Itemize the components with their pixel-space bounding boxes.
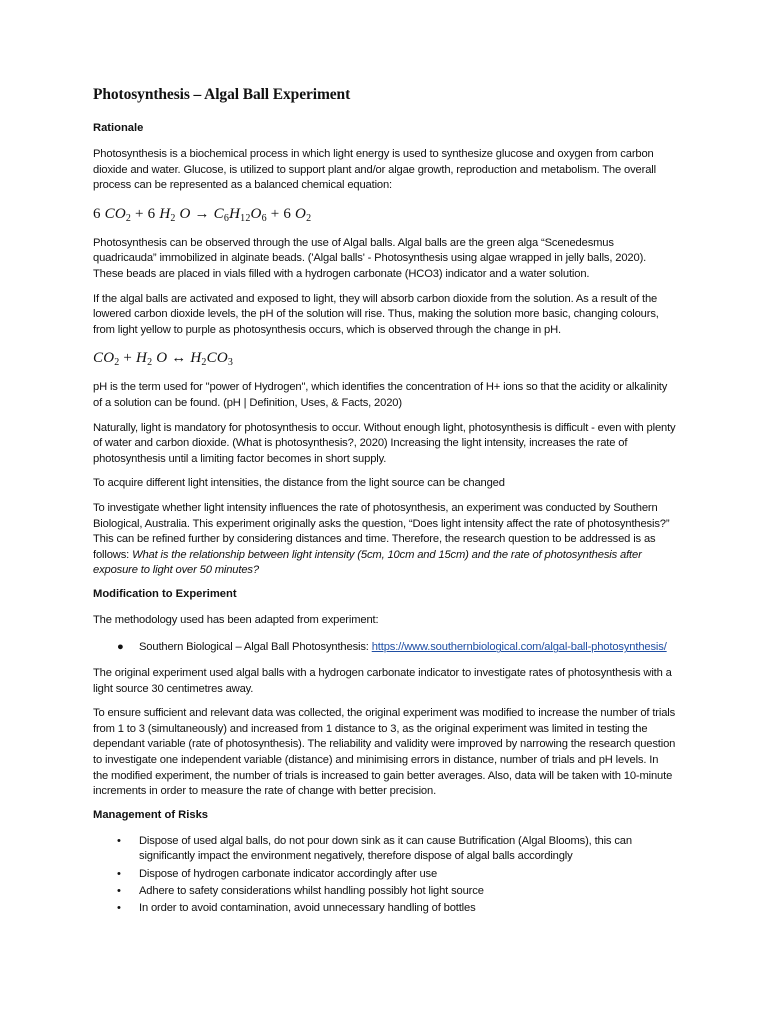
photosynthesis-equation: 6 $CO_2 + 6$ $H_2$ $O \to C_6H_{12}O_6 + 6$ $O_2$ xyxy=(93,205,312,224)
document-title: Photosynthesis – Algal Ball Experiment xyxy=(93,86,351,103)
source-list xyxy=(93,640,676,656)
carbonic-acid-equation: $CO_2 + H_2$ O ↔ $H_2CO_3$ xyxy=(93,350,234,369)
paragraph-light-intensities: To acquire different light intensities, the distance from the light source can be changed xyxy=(93,477,505,490)
research-question: What is the relationship between light intensity (5cm, 10cm and 15cm) and the rate of photosynthesis after exposure to light over 50 minutes? xyxy=(93,548,642,577)
risks-heading: Management of Risks xyxy=(93,808,209,821)
source-label: Southern Biological – Algal Ball Photosynthesis: xyxy=(139,641,372,654)
bullet-icon: ● xyxy=(117,641,124,654)
source-link[interactable]: https://www.southernbiological.com/algal-ball-photosynthesis/ xyxy=(371,641,667,654)
paragraph-algal-balls: Photosynthesis can be observed through the use of Algal balls. Algal balls are the green alga “Scenedesmus quadricauda” immobilized in alginate beads. ('Algal balls' - Photosynthesis using algae wrapped in jelly balls, 2020). These beads are placed in vials filled with a hydrogen carbonate (HCO3) indicator and a water solution. xyxy=(93,236,647,280)
rationale-heading: Rationale xyxy=(93,122,144,134)
paragraph-methodology: The methodology used has been adapted from experiment: xyxy=(93,613,379,626)
bullet-icon: • xyxy=(117,867,121,880)
list-item: • Dispose of used algal balls, do not pour down sink as it can cause Butrification (Algal Blooms), this can significantly impact the environment negatively, therefore dispose of algal balls accordingly xyxy=(117,834,632,863)
bullet-icon: • xyxy=(117,901,121,914)
modification-heading: Modification to Experiment xyxy=(93,587,237,600)
paragraph-ph-definition: pH is the term used for "power of Hydrogen", which identifies the concentration of H+ ions so that the acidity or alkalinity of a solution can be found. (pH | Definition, Uses, & Facts, 2020) xyxy=(93,381,668,409)
risks-list xyxy=(93,834,676,916)
paragraph-photosynthesis-definition: Photosynthesis is a biochemical process in which light energy is used to synthesize glucose and oxygen from carbon dioxide and water. Glucose, is utilized to support plant and/or algae growth, reproduction and metabolism. The overall process can be represented as a balanced chemical equation: xyxy=(93,148,656,192)
bullet-icon: • xyxy=(117,834,121,847)
list-item: • Adhere to safety considerations whilst handling possibly hot light source xyxy=(117,884,676,900)
paragraph-original-experiment: The original experiment used algal balls with a hydrogen carbonate indicator to investigate rates of photosynthesis with a light source 30 centimetres away. xyxy=(93,667,672,695)
paragraph-research-question: To investigate whether light intensity influences the rate of photosynthesis, an experiment was conducted by Southern Biological, Australia. This experiment originally asks the question, “Does light intensity affect the rate of photosynthesis?” This can be refined further by considering distances and time. Therefore, the research question to be addressed is as follows: What is the relationship between light intensity (5cm, 10cm and 15cm) and the rate of photosynthesis after exposure to light over 50 minutes? xyxy=(93,501,670,577)
paragraph-light-mandatory: Naturally, light is mandatory for photosynthesis to occur. Without enough light, photosynthesis is difficult - even with plenty of water and carbon dioxide. (What is photosynthesis?, 2020) Increasing the light intensity, increases the rate of photosynthesis until a limiting factor becomes in short supply. xyxy=(93,421,676,465)
paragraph-modification: To ensure sufficient and relevant data was collected, the original experiment was modified to increase the number of trials from 1 to 3 (simultaneously) and increased from 1 distance to 3, as the original experiment was limited in testing the dependant variable (rate of photosynthesis). The reliability and validity were improved by narrowing the research question to investigate one independent variable (distance) and minimising errors in distance, number of trials and pH levels. In the modified experiment, the number of trials is increased to gain better averages. Also, data will be taken with 10-minute increments in order to measure the rate of change with better precision. xyxy=(93,707,676,798)
list-item xyxy=(117,640,676,656)
bullet-icon: • xyxy=(117,884,121,897)
paragraph-activation: If the algal balls are activated and exposed to light, they will absorb carbon dioxide from the solution. As a result of the lowered carbon dioxide levels, the pH of the solution will rise. Thus, making the solution more basic, changing colours, from light yellow to purple as photosynthesis occurs, which is observed through the change in pH. xyxy=(93,292,659,336)
list-item: • In order to avoid contamination, avoid unnecessary handling of bottles xyxy=(117,901,676,917)
list-item: • Dispose of hydrogen carbonate indicator accordingly after use xyxy=(117,867,676,883)
